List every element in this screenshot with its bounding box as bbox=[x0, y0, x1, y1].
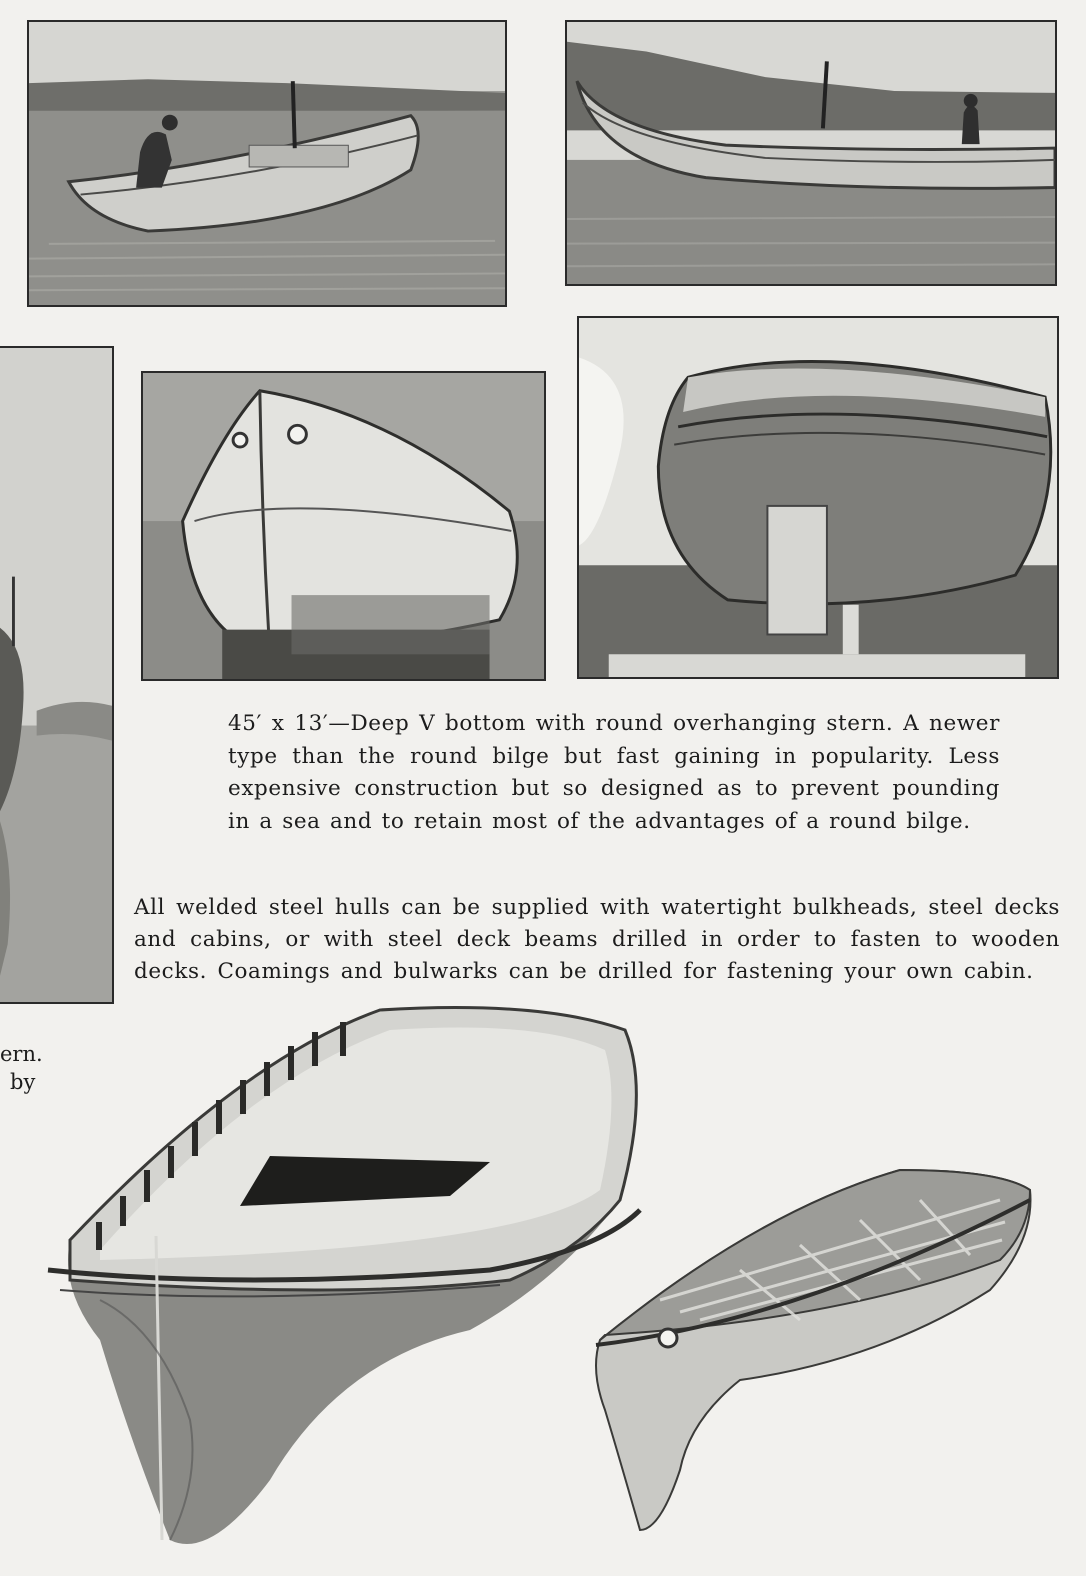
hull-illustration bbox=[40, 1000, 1050, 1572]
left-column-fragment-line-2: by bbox=[10, 1070, 36, 1094]
body-paragraph: All welded steel hulls can be supplied with watertight bulkheads, steel decks and cabins, or with steel deck beams drilled in order to fasten to wooden decks. Coamings and bulwarks can be drilled for fastening your own cabin. bbox=[134, 895, 1060, 984]
left-column-fragment-line-1: ern. bbox=[0, 1042, 43, 1066]
large-hull-illustration bbox=[48, 1008, 640, 1545]
photo-hull-bow-view bbox=[141, 371, 546, 681]
photo-caption: 45′ x 13′—Deep V bottom with round overhanging stern. A newer type than the round bilge but fast gaining in popularity. Less expensive construction but so designed as to prevent pounding in a sea and to retain most of the advantages of a round bilge. bbox=[228, 711, 1000, 834]
photo-hull-underway-left bbox=[27, 20, 507, 307]
small-hull-illustration bbox=[596, 1170, 1031, 1530]
photo-hull-partial-left bbox=[0, 346, 114, 1004]
photo-hull-stern-view bbox=[577, 316, 1059, 679]
photo-hull-underway-right bbox=[565, 20, 1057, 286]
